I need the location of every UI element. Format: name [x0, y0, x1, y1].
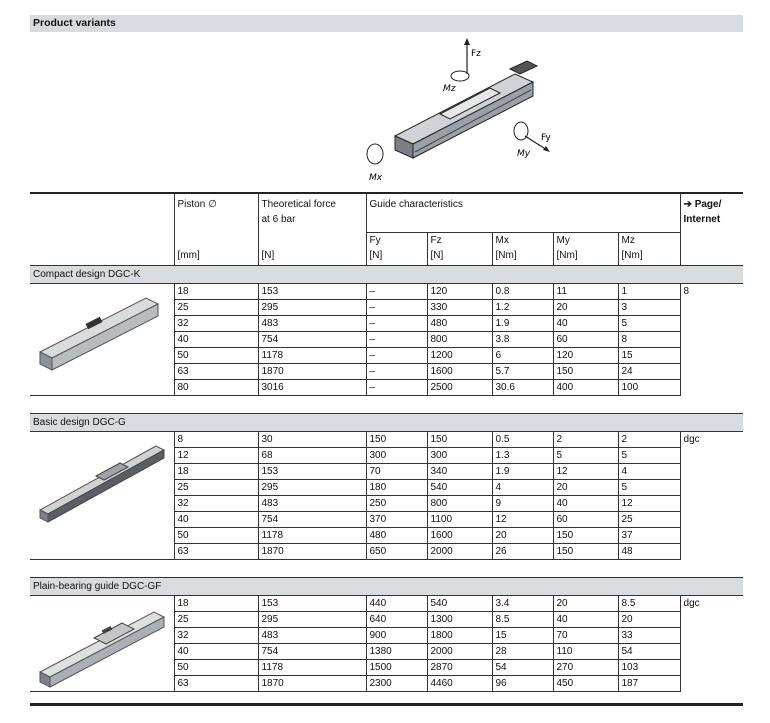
table-cell: 1.3: [492, 448, 553, 464]
product-image: [36, 438, 166, 528]
table-cell: 48: [618, 544, 680, 560]
table-cell: 270: [553, 660, 618, 676]
table-cell: 24: [618, 364, 680, 380]
table-cell: 1600: [427, 528, 492, 544]
page-label-line2: Internet: [683, 214, 721, 225]
piston-label: Piston ∅: [177, 199, 217, 210]
fz-col-label: Fz: [430, 234, 442, 246]
table-cell: 480: [427, 316, 492, 332]
table-cell: 4: [618, 464, 680, 480]
table-cell: 40: [174, 644, 258, 660]
table-cell: 1870: [258, 676, 366, 692]
table-cell: 2: [553, 432, 618, 448]
table-cell: 33: [618, 628, 680, 644]
table-cell: 1380: [366, 644, 427, 660]
table-cell: 60: [553, 512, 618, 528]
header-mx: [492, 232, 553, 265]
table-cell: 1870: [258, 364, 366, 380]
force-unit: [N]: [261, 250, 275, 261]
product-image-cell: [30, 432, 174, 560]
table-cell: 70: [553, 628, 618, 644]
table-cell: 340: [427, 464, 492, 480]
table-cell: 150: [553, 544, 618, 560]
table-cell: 40: [553, 496, 618, 512]
header-my: [553, 232, 618, 265]
table-cell: 300: [366, 448, 427, 464]
table-cell: 54: [618, 644, 680, 660]
table-cell: 32: [174, 316, 258, 332]
header-row: [30, 193, 743, 232]
table-cell: 250: [366, 496, 427, 512]
table-cell: 1300: [427, 612, 492, 628]
table-cell: 100: [618, 380, 680, 396]
table-cell: 25: [174, 480, 258, 496]
table-cell: 1: [618, 284, 680, 300]
mz-col-unit: [Nm]: [621, 249, 643, 261]
product-variants-table: [30, 193, 743, 692]
table-cell: 370: [366, 512, 427, 528]
header-guide: [366, 193, 680, 232]
table-cell: 150: [553, 364, 618, 380]
table-cell: 2870: [427, 660, 492, 676]
section-name: Plain-bearing guide DGC-GF: [30, 578, 743, 596]
table-cell: 110: [553, 644, 618, 660]
table-cell: 20: [553, 480, 618, 496]
table-cell: 25: [174, 612, 258, 628]
table-cell: 650: [366, 544, 427, 560]
table-cell: –: [366, 332, 427, 348]
table-cell: 70: [366, 464, 427, 480]
product-image-cell: [30, 284, 174, 396]
table-cell: 330: [427, 300, 492, 316]
table-cell: 18: [174, 464, 258, 480]
section-spacer: [30, 560, 743, 578]
table-cell: 150: [427, 432, 492, 448]
section-name: Basic design DGC-G: [30, 414, 743, 432]
table-cell: 80: [174, 380, 258, 396]
table-cell: 12: [618, 496, 680, 512]
table-cell: 32: [174, 496, 258, 512]
table-cell: 1178: [258, 528, 366, 544]
table-cell: 754: [258, 512, 366, 528]
section-header-row: [30, 578, 743, 596]
table-cell: 1178: [258, 348, 366, 364]
table-cell: 8: [174, 432, 258, 448]
table-cell: 26: [492, 544, 553, 560]
page-reference: 8: [680, 284, 743, 396]
table-cell: 180: [366, 480, 427, 496]
table-cell: 4: [492, 480, 553, 496]
table-cell: 54: [492, 660, 553, 676]
table-cell: 40: [553, 612, 618, 628]
table-cell: 2000: [427, 644, 492, 660]
table-cell: 20: [492, 528, 553, 544]
table-cell: 2000: [427, 544, 492, 560]
force-label-line1: Theoretical force: [261, 199, 336, 210]
table-cell: 754: [258, 644, 366, 660]
table-cell: 8: [618, 332, 680, 348]
section-name: Compact design DGC-K: [30, 266, 743, 284]
table-cell: 8.5: [618, 596, 680, 612]
table-cell: 3016: [258, 380, 366, 396]
mx-label: Mx: [369, 173, 383, 183]
table-cell: 103: [618, 660, 680, 676]
table-cell: 9: [492, 496, 553, 512]
table-cell: 300: [427, 448, 492, 464]
table-cell: 11: [553, 284, 618, 300]
table-cell: 153: [258, 596, 366, 612]
table-cell: 12: [553, 464, 618, 480]
force-label-line2: at 6 bar: [261, 214, 296, 225]
table-cell: 120: [427, 284, 492, 300]
table-cell: 400: [553, 380, 618, 396]
table-cell: 40: [174, 512, 258, 528]
table-row: [30, 284, 743, 300]
table-cell: 0.8: [492, 284, 553, 300]
table-cell: 1600: [427, 364, 492, 380]
table-cell: 5: [618, 316, 680, 332]
table-cell: 2300: [366, 676, 427, 692]
spacer-cell: [30, 396, 743, 414]
table-cell: 30.6: [492, 380, 553, 396]
table-cell: –: [366, 348, 427, 364]
header-fz: [427, 232, 492, 265]
page-reference: dgc: [680, 596, 743, 692]
table-cell: 20: [553, 596, 618, 612]
table-cell: 0.5: [492, 432, 553, 448]
table-cell: 1.9: [492, 464, 553, 480]
fy-col-unit: [N]: [369, 249, 383, 261]
table-bottom-rule: [30, 703, 743, 706]
table-cell: 12: [492, 512, 553, 528]
table-cell: 153: [258, 464, 366, 480]
table-row: [30, 596, 743, 612]
table-cell: 640: [366, 612, 427, 628]
table-cell: 754: [258, 332, 366, 348]
table-cell: 3.8: [492, 332, 553, 348]
my-col-unit: [Nm]: [556, 249, 578, 261]
table-cell: 63: [174, 544, 258, 560]
section-header-row: [30, 266, 743, 284]
table-cell: –: [366, 380, 427, 396]
table-cell: 4460: [427, 676, 492, 692]
table-cell: 28: [492, 644, 553, 660]
table-cell: 96: [492, 676, 553, 692]
section-header-row: [30, 414, 743, 432]
page-label-line1: ➔ Page/: [683, 199, 722, 210]
table-cell: 12: [174, 448, 258, 464]
table-cell: –: [366, 364, 427, 380]
table-cell: 60: [553, 332, 618, 348]
page-reference: dgc: [680, 432, 743, 560]
fz-col-unit: [N]: [430, 249, 444, 261]
table-cell: 1178: [258, 660, 366, 676]
table-cell: 2500: [427, 380, 492, 396]
table-cell: 5.7: [492, 364, 553, 380]
table-cell: 18: [174, 284, 258, 300]
table-cell: 8.5: [492, 612, 553, 628]
table-cell: 63: [174, 364, 258, 380]
table-cell: 295: [258, 480, 366, 496]
table-cell: 40: [174, 332, 258, 348]
table-cell: 295: [258, 300, 366, 316]
table-cell: 483: [258, 316, 366, 332]
table-cell: 50: [174, 348, 258, 364]
table-cell: 32: [174, 628, 258, 644]
spacer-cell: [30, 560, 743, 578]
table-cell: –: [366, 284, 427, 300]
table-cell: 5: [618, 448, 680, 464]
fz-label: Fz: [471, 49, 481, 59]
table-cell: 50: [174, 660, 258, 676]
table-cell: 483: [258, 628, 366, 644]
product-image-cell: [30, 596, 174, 692]
table-cell: 18: [174, 596, 258, 612]
fy-col-label: Fy: [369, 234, 381, 246]
table-cell: 1800: [427, 628, 492, 644]
table-cell: 187: [618, 676, 680, 692]
my-col-label: My: [556, 234, 570, 246]
header-blank: [30, 193, 174, 265]
table-cell: 20: [618, 612, 680, 628]
table-cell: 25: [174, 300, 258, 316]
table-cell: 50: [174, 528, 258, 544]
table-cell: 15: [492, 628, 553, 644]
table-cell: 1500: [366, 660, 427, 676]
product-image: [36, 290, 166, 380]
table-cell: 15: [618, 348, 680, 364]
table-cell: 440: [366, 596, 427, 612]
header-piston: [174, 193, 258, 265]
table-cell: 450: [553, 676, 618, 692]
table-cell: 3.4: [492, 596, 553, 612]
guide-label: Guide characteristics: [369, 199, 463, 210]
table-cell: 480: [366, 528, 427, 544]
table-row: [30, 432, 743, 448]
table-cell: 150: [366, 432, 427, 448]
table-cell: 900: [366, 628, 427, 644]
my-label: My: [517, 149, 531, 159]
product-image: [36, 602, 166, 692]
table-cell: 153: [258, 284, 366, 300]
mz-col-label: Mz: [621, 234, 635, 246]
section-spacer: [30, 396, 743, 414]
table-cell: 3: [618, 300, 680, 316]
header-force: [258, 193, 366, 265]
table-cell: 1.9: [492, 316, 553, 332]
header-mz: [618, 232, 680, 265]
table-cell: 37: [618, 528, 680, 544]
table-cell: 20: [553, 300, 618, 316]
table-cell: 120: [553, 348, 618, 364]
piston-unit: [mm]: [177, 250, 200, 261]
table-cell: 483: [258, 496, 366, 512]
mx-col-unit: [Nm]: [495, 249, 517, 261]
header-fy: [366, 232, 427, 265]
table-cell: 800: [427, 496, 492, 512]
header-page: [680, 193, 743, 265]
table-cell: 540: [427, 480, 492, 496]
table-cell: 25: [618, 512, 680, 528]
table-cell: 2: [618, 432, 680, 448]
table-cell: 150: [553, 528, 618, 544]
load-axes-diagram: [355, 36, 555, 188]
section-title: Product variants: [30, 15, 743, 32]
table-cell: 5: [618, 480, 680, 496]
mz-label: Mz: [443, 84, 456, 94]
table-cell: 63: [174, 676, 258, 692]
table-cell: 295: [258, 612, 366, 628]
mx-col-label: Mx: [495, 234, 509, 246]
table-cell: 40: [553, 316, 618, 332]
table-cell: 1.2: [492, 300, 553, 316]
table-cell: 1100: [427, 512, 492, 528]
table-cell: 68: [258, 448, 366, 464]
table-cell: 800: [427, 332, 492, 348]
table-cell: 6: [492, 348, 553, 364]
table-cell: –: [366, 300, 427, 316]
fy-label: Fy: [541, 133, 551, 143]
table-cell: 540: [427, 596, 492, 612]
table-cell: 5: [553, 448, 618, 464]
table-cell: 1200: [427, 348, 492, 364]
table-cell: –: [366, 316, 427, 332]
table-cell: 30: [258, 432, 366, 448]
table-cell: 1870: [258, 544, 366, 560]
